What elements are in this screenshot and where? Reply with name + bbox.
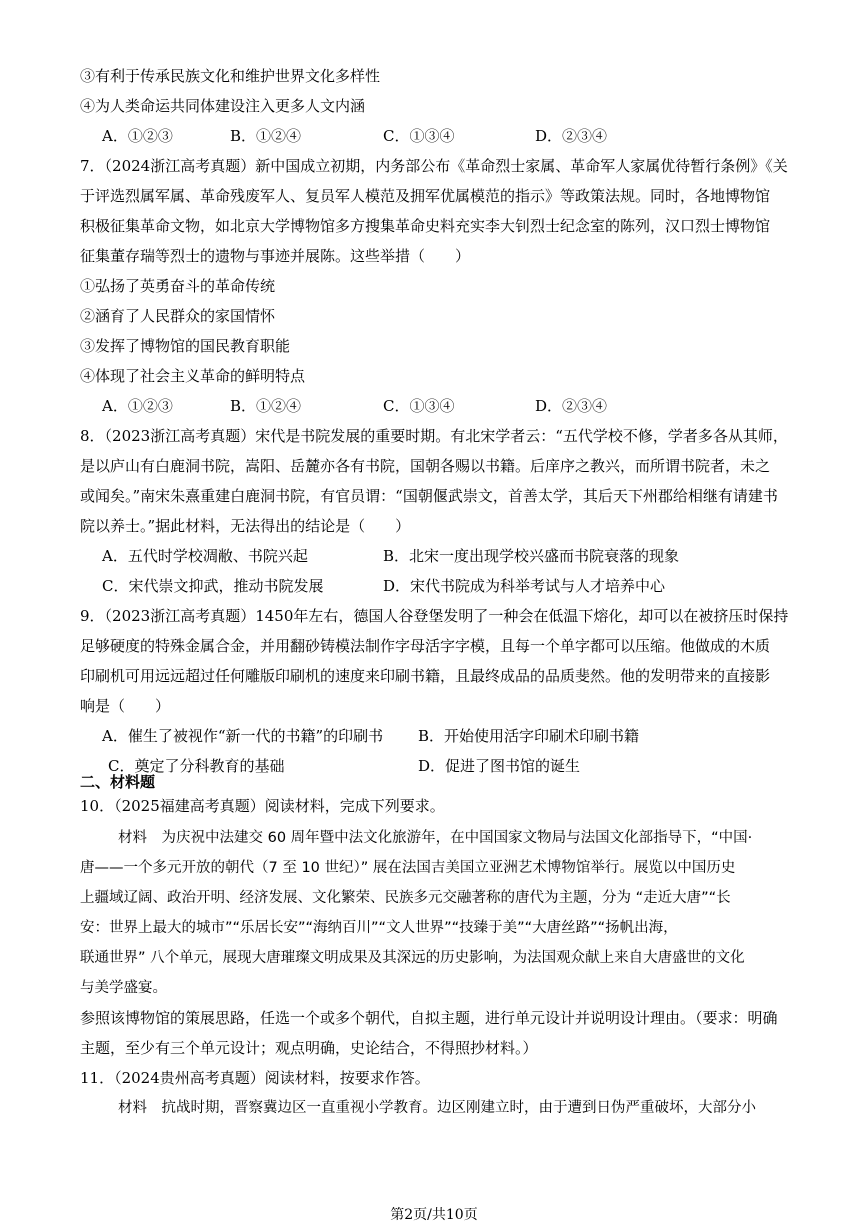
- carry-item-4: ④为人类命运共同体建设注入更多人文内涵: [80, 97, 366, 115]
- q8-stem-line: 8．（2023浙江高考真题）宋代是书院发展的重要时期。有北宋学者云：“五代学校不修，学者多各从其师，: [80, 427, 788, 445]
- q9-option-b: B．开始使用活字印刷术印刷书籍: [418, 727, 640, 745]
- q8-option-d: D．宋代书院成为科举考试与人才培养中心: [383, 577, 666, 595]
- q8-option-c: C．宋代崇文抑武，推动书院发展: [102, 577, 324, 595]
- section-title: 二、材料题: [80, 773, 156, 791]
- carry-item-3: ③有利于传承民族文化和维护世界文化多样性: [80, 67, 381, 85]
- q10-material-line: 唐——一个多元开放的朝代（7 至 10 世纪）” 展在法国吉美国立亚洲艺术博物馆举行。展览以中国历史: [80, 860, 736, 876]
- q7-option-a: A．①②③: [102, 397, 173, 415]
- q10-material-line: 联通世界” 八个单元，展现大唐璀璨文明成果及其深远的历史影响，为法国观众献上来自大唐盛世的文化: [80, 950, 745, 966]
- q7-stem-line: 征集董存瑞等烈士的遗物与事迹并展陈。这些举措（ ）: [80, 247, 471, 265]
- q7-item-4: ④体现了社会主义革命的鲜明特点: [80, 367, 306, 385]
- q8-stem-line: 是以庐山有白鹿洞书院，嵩阳、岳麓亦各有书院，国朝各赐以书籍。后庠序之教兴，而所谓书院者，未之: [80, 457, 771, 475]
- q8-stem-line: 院以养士。”据此材料，无法得出的结论是（ ）: [80, 517, 411, 535]
- q7-option-d: D．②③④: [535, 397, 608, 415]
- q9-option-c: C．奠定了分科教育的基础: [108, 757, 285, 775]
- carry-option-c: C．①③④: [383, 127, 455, 145]
- q7-stem-line: 7．（2024浙江高考真题）新中国成立初期，内务部公布《革命烈士家属、革命军人家属优待暂行条例》《关: [80, 157, 788, 175]
- q9-stem-line: 印刷机可用远远超过任何雕版印刷机的速度来印刷书籍，且最终成品的品质斐然。他的发明带来的直接影: [80, 667, 771, 685]
- q10-stem: 10．（2025福建高考真题）阅读材料，完成下列要求。: [80, 797, 445, 815]
- q7-item-2: ②涵育了人民群众的家国情怀: [80, 307, 276, 325]
- carry-option-d: D．②③④: [535, 127, 608, 145]
- q9-stem-line: 足够硬度的特殊金属合金，并用翻砂铸模法制作字母活字字模，且每一个单字都可以压缩。他做成的木质: [80, 637, 771, 655]
- q7-option-b: B．①②④: [230, 397, 302, 415]
- q10-material-line: 与美学盛宴。: [80, 980, 167, 996]
- q9-option-d: D．促进了图书馆的诞生: [418, 757, 581, 775]
- q7-stem-line: 积极征集革命文物，如北京大学博物馆多方搜集革命史料充实李大钊烈士纪念室的陈列，汉口烈士博物馆: [80, 217, 771, 235]
- q8-option-b: B．北宋一度出现学校兴盛而书院衰落的现象: [383, 547, 680, 565]
- q9-stem-line: 响是（ ）: [80, 697, 171, 715]
- q7-stem-line: 于评选烈属军属、革命残废军人、复员军人模范及拥军优属模范的指示》等政策法规。同时，各地博物馆: [80, 187, 771, 205]
- q7-item-1: ①弘扬了英勇奋斗的革命传统: [80, 277, 276, 295]
- q10-material-line: 材料 为庆祝中法建交 60 周年暨中法文化旅游年，在中国国家文物局与法国文化部指导下，“中国·: [118, 830, 753, 846]
- q7-option-c: C．①③④: [383, 397, 455, 415]
- q7-item-3: ③发挥了博物馆的国民教育职能: [80, 337, 291, 355]
- q10-task-line: 主题，至少有三个单元设计；观点明确，史论结合，不得照抄材料。）: [80, 1039, 538, 1057]
- carry-option-a: A．①②③: [102, 127, 173, 145]
- page-footer: 第2页/共10页: [390, 1207, 478, 1223]
- carry-option-b: B．①②④: [230, 127, 302, 145]
- q11-stem: 11．（2024贵州高考真题）阅读材料，按要求作答。: [80, 1069, 430, 1087]
- q10-material-line: 安：世界上最大的城市”“乐居长安”“海纳百川”“文人世界”“技臻于美”“大唐丝路”“扬帆出海，: [80, 920, 678, 936]
- q11-material-line: 材料 抗战时期，晋察冀边区一直重视小学教育。边区刚建立时，由于遭到日伪严重破坏，大部分小: [118, 1100, 756, 1116]
- q9-option-a: A．催生了被视作“新一代的书籍”的印刷书: [102, 727, 384, 745]
- q10-task-line: 参照该博物馆的策展思路，任选一个或多个朝代，自拟主题，进行单元设计并说明设计理由。（要求：明确: [80, 1009, 778, 1027]
- q8-stem-line: 或闻矣。”南宋朱熹重建白鹿洞书院，有官员谓：“国朝偃武崇文，首善太学，其后天下州郡给相继有请建书: [80, 487, 778, 505]
- q10-material-line: 上疆域辽阔、政治开明、经济发展、文化繁荣、民族多元交融著称的唐代为主题，分为 “走近大唐”“长: [80, 890, 731, 906]
- q8-option-a: A．五代时学校凋敝、书院兴起: [102, 547, 308, 565]
- q9-stem-line: 9．（2023浙江高考真题）1450年左右，德国人谷登堡发明了一种会在低温下熔化，却可以在被挤压时保持: [80, 607, 789, 625]
